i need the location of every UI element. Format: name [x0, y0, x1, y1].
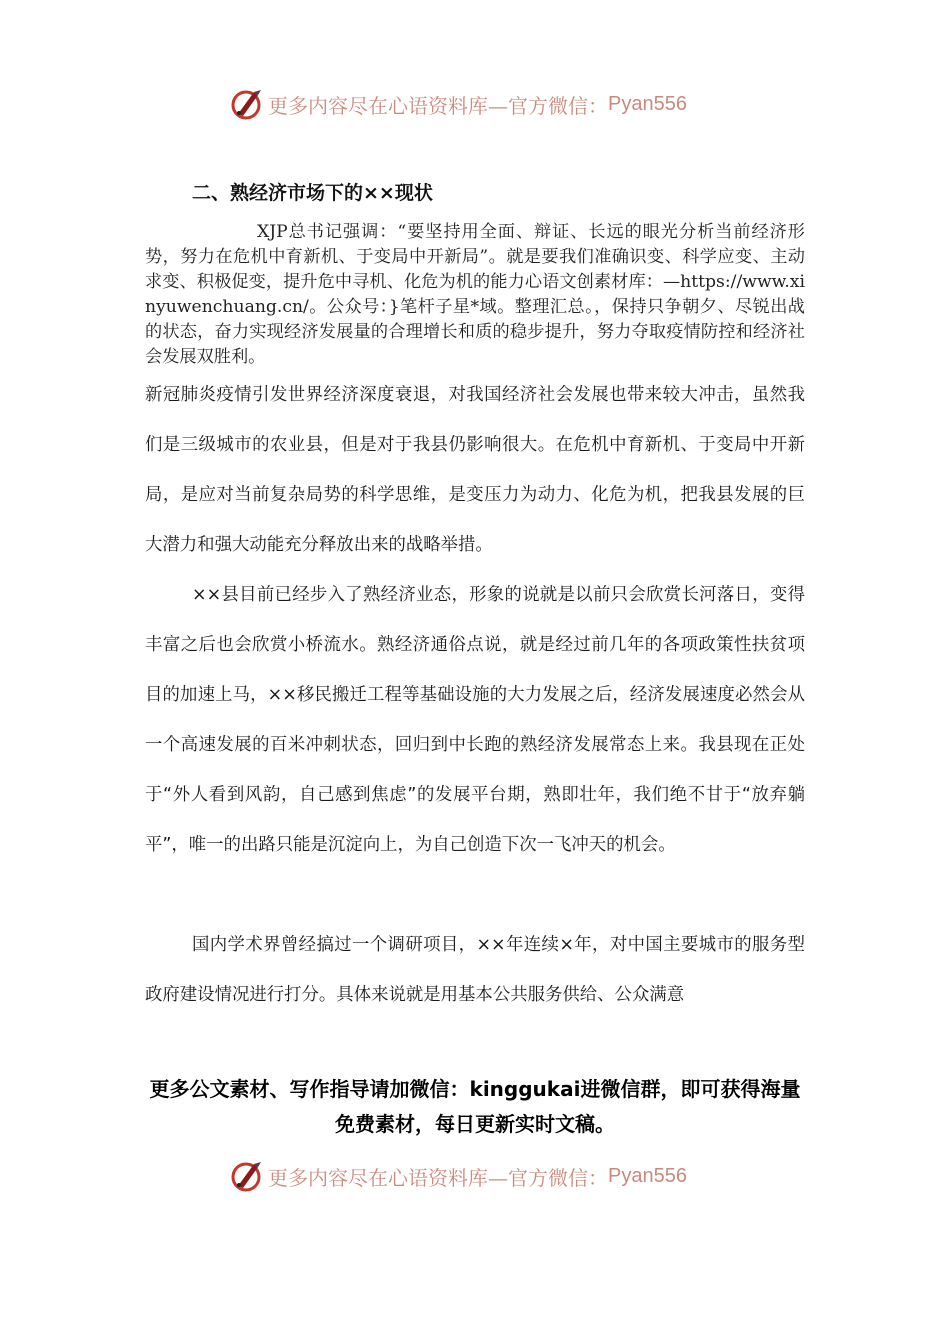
header-banner: [228, 84, 687, 124]
banner-text: 更多内容尽在心语资料库—官方微信：: [268, 1165, 608, 1190]
body-paragraph-2: ××县目前已经步入了熟经济业态，形象的说就是以前只会欣赏长河落日，变得丰富之后也会欣赏小桥流水。熟经济通俗点说，就是经过前几年的各项政策性扶贫项目的加速上马，××移民搬迁工程等基础设施的大力发展之后，经济发展速度必然会从一个高速发展的百米冲刺状态，回归到中长跑的熟经济发展常态上来。我县现在正处于“外人看到风韵，自己感到焦虑”的发展平台期，熟即壮年，我们绝不甘于“放弃躺平”，唯一的出路只能是沉淀向上，为自己创造下次一飞冲天的机会。: [145, 585, 805, 855]
body-paragraph-3: 国内学术界曾经搞过一个调研项目，××年连续×年，对中国主要城市的服务型政府建设情况进行打分。具体来说就是用基本公共服务供给、公众满意: [145, 935, 805, 1005]
fountain-pen-logo-icon: [228, 1158, 264, 1194]
section-heading: 二、熟经济市场下的××现状: [192, 182, 433, 204]
body-paragraph-1: 新冠肺炎疫情引发世界经济深度衰退，对我国经济社会发展也带来较大冲击，虽然我们是三级城市的农业县，但是对于我县仍影响很大。在危机中育新机、于变局中开新局，是应对当前复杂局势的科学思维，是变压力为动力、化危为机，把我县发展的巨大潜力和强大动能充分释放出来的战略举措。: [145, 385, 805, 555]
banner-text: 更多内容尽在心语资料库—官方微信：: [268, 93, 608, 118]
footer-promo-text: 更多公文素材、写作指导请加微信：kinggukai进微信群，即可获得海量免费素材，每日更新实时文稿。: [149, 1077, 801, 1136]
fountain-pen-logo-icon: [228, 86, 264, 122]
banner-wechat-id: Pyan556: [608, 92, 687, 115]
footer-banner: [228, 1156, 687, 1196]
banner-wechat-id: Pyan556: [608, 1164, 687, 1187]
quote-paragraph: XJP总书记强调：“要坚持用全面、辩证、长远的眼光分析当前经济形势，努力在危机中育新机、于变局中开新局”。就是要我们准确识变、科学应变、主动求变、积极促变，提升危中寻机、化危为机的能力心语文创素材库：—https://www.xinyuwenchuang.cn/。公众号：}笔杆子星*域。整理汇总。，保持只争朝夕、尽锐出战的状态，奋力实现经济发展量的合理增长和质的稳步提升，努力夺取疫情防控和经济社会发展双胜利。: [145, 222, 805, 367]
